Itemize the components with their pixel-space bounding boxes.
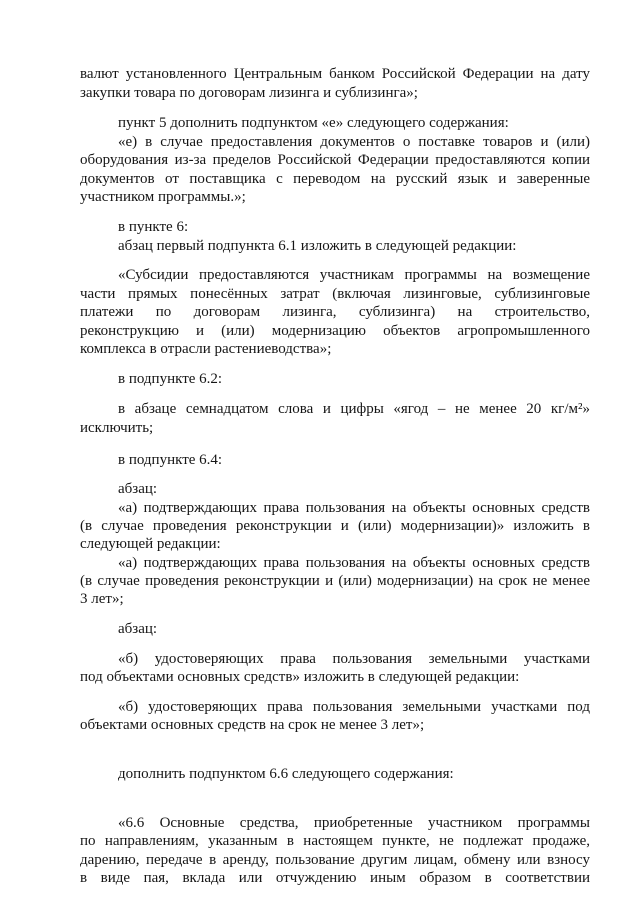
text-line: комплекса в отрасли растениеводства»; <box>80 341 332 357</box>
text-line: в абзаце семнадцатом слова и цифры «ягод – не менее 20 кг/м²» <box>118 401 590 417</box>
text-line: дарению, передаче в аренду, пользование другим лицам, обмену или взносу <box>80 852 590 868</box>
text-line: закупки товара по договорам лизинга и сублизинга»; <box>80 85 418 101</box>
text-line: исключить; <box>80 420 154 436</box>
text-line: (в случае проведения реконструкции и (или) модернизации)» изложить в <box>80 518 590 534</box>
text-line: «б) удостоверяющих права пользования земельными участками <box>118 651 590 667</box>
text-line: под объектами основных средств» изложить в следующей редакции: <box>80 669 520 685</box>
text-line: по направлениям, указанным в настоящем пункте, не подлежат продаже, <box>80 833 590 849</box>
text-line: дополнить подпунктом 6.6 следующего содержания: <box>118 766 454 782</box>
text-line: абзац первый подпункта 6.1 изложить в следующей редакции: <box>118 238 517 254</box>
text-line: «а) подтверждающих права пользования на объекты основных средств <box>118 555 590 571</box>
text-line: документов от поставщика с переводом на русский язык и заверенные <box>80 171 590 187</box>
text-line: оборудования из-за пределов Российской Федерации предоставляются копии <box>80 152 590 168</box>
text-line: валют установленного Центральным банком Российской Федерации на дату <box>80 66 590 82</box>
text-line: платежи по договорам лизинга, сублизинга) на строительство, <box>80 304 590 320</box>
text-line: в подпункте 6.2: <box>118 371 223 387</box>
text-line: «б) удостоверяющих права пользования земельными участками под <box>118 699 590 715</box>
text-line: части прямых понесённых затрат (включая лизинговые, сублизинговые <box>80 286 590 302</box>
text-line: абзац: <box>118 481 158 497</box>
text-line: «е) в случае предоставления документов о поставке товаров и (или) <box>118 134 590 150</box>
text-line: в виде пая, вклада или отчуждению иным образом в соответствии <box>80 870 590 886</box>
text-line: участником программы.»; <box>80 189 246 205</box>
text-line: 3 лет»; <box>80 591 124 607</box>
text-line: «6.6 Основные средства, приобретенные участником программы <box>118 815 590 831</box>
text-line: «Субсидии предоставляются участникам программы на возмещение <box>118 267 590 283</box>
text-line: реконструкцию и (или) модернизацию объектов агропромышленного <box>80 323 590 339</box>
text-line: в пункте 6: <box>118 219 189 235</box>
text-line: объектами основных средств на срок не менее 3 лет»; <box>80 717 425 733</box>
text-line: пункт 5 дополнить подпунктом «е» следующего содержания: <box>118 115 509 131</box>
text-line: в подпункте 6.4: <box>118 452 223 468</box>
text-line: абзац: <box>118 621 158 637</box>
text-line: «а) подтверждающих права пользования на объекты основных средств <box>118 500 590 516</box>
text-line: следующей редакции: <box>80 536 221 552</box>
text-line: (в случае проведения реконструкции и (или) модернизации) на срок не менее <box>80 573 590 589</box>
